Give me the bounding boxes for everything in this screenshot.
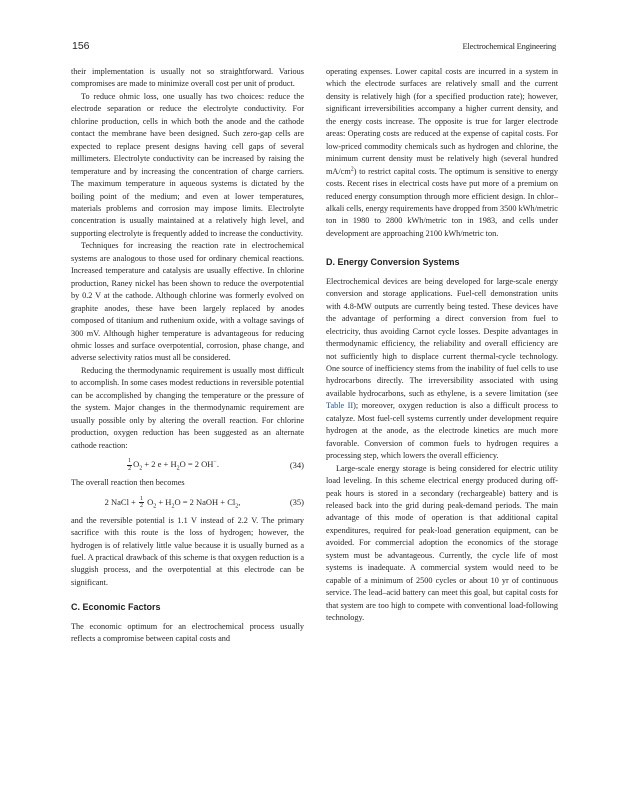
paragraph: Electrochemical devices are being developed for large-scale energy conversion and storage applications. Fuel-cell demonstration units with 4.8-MW outputs are currently being tested. These devices have the advantage of performing a direct conversion from fuel to electricity, thus avoiding Carnot cycle losses. Despite advantages in thermodynamic efficiency, the reliability and overall efficiency are not sufficiently high to displace current thermal-cycle technology. One source of inefficiency stems from the inability of fuel cells to use hydrocarbons directly. The irreversibility associated with using available hydrocarbons, such as ethylene, is a severe limitation (see Table II); moreover, oxygen reduction is also a difficult process to catalyze. Most fuel-cell systems currently under development require hydrogen at the anode, as the electrode kinetics are much more favorable. Conversion of common fuels to hydrogen requires a processing step, which lowers the overall efficiency.: [326, 276, 558, 461]
paragraph: Reducing the thermodynamic requirement is usually most difficult to accomplish. In some cases modest reductions in reversible potential can be accomplished by changing the temperature or the pressure of the system. Major changes in the thermodynamic requirement are usually possible only by altering the overall reaction. For chlorine production, oxygen reduction has been suggested as an alternate cathode reaction:: [71, 365, 304, 450]
right-column: [326, 66, 558, 624]
fraction: $\frac{1}{2}$: [128, 458, 132, 472]
paragraph: their implementation is usually not so straightforward. Various compromises are made to minimize overall cost per unit of product.: [71, 67, 304, 89]
equation-35: [71, 496, 304, 510]
equation-34: [71, 458, 304, 472]
paragraph: Techniques for increasing the reaction rate in electrochemical systems are analogous to those used for ordinary chemical reactions. Increased temperature and catalysis are usually effective. In chlorine production, Raney nickel has been shown to reduce the overpotential by 0.2 V at the cathode. Although chlorine was formerly evolved on graphite anodes, these have been largely replaced by anodes composed of titanium and ruthenium oxide, with a voltage savings of 300 mV. Although higher temperature is advantageous for reducing ohmic losses and surface overpotential, corrosion, phase change, and adverse selectivity ratios must all be considered.: [71, 241, 304, 363]
table-link[interactable]: Table II: [326, 401, 354, 411]
section-heading: D. Energy Conversion Systems: [326, 257, 460, 268]
running-title: Electrochemical Engineering: [462, 41, 556, 51]
paragraph: Large-scale energy storage is being considered for electric utility load leveling. In this scheme electrical energy produced during off-peak hours is stored in a secondary (rechargeable) battery and is released back into the grid during peak-demand periods. The main advantage of this mode of operation is that additional capital expenditures, required for peak-load generation equipment, can be avoided. For commercial adoption the economics of the storage system must be advantageous. Currently, the cycle life of most systems is inadequate. A commercial system would need to be capable of a minimum of 2500 cycles or about 10 yr of continuous service. The lead–acid battery can meet this goal, but capital costs for that system are too high to compete with conventional load-following technology.: [326, 463, 558, 623]
paragraph: To reduce ohmic loss, one usually has two choices: reduce the electrode separation or reduce the electrolyte conductivity. For chlorine production, cells in which both the anode and the cathode contact the membrane have been designed. Such zero-gap cells are expected to replace present designs having cell gaps of several millimeters. Electrolyte conductivity can be increased by raising the temperature and by increasing the concentration of charge carriers. The maximum temperature in aqueous systems is dictated by the boiling point of the medium; and even at lower temperatures, materials problems and corrosion may impose limits. Electrolyte concentration is usually maintained at a relatively high level, and supporting electrolyte is frequently added to increase the conductivity.: [71, 91, 304, 238]
paragraph: The economic optimum for an electrochemical process usually reflects a compromise between capital costs and: [71, 621, 304, 644]
equation-number: (34): [289, 459, 304, 470]
section-heading: C. Economic Factors: [71, 602, 161, 613]
paragraph: and the reversible potential is 1.1 V instead of 2.2 V. The primary sacrifice with this route is the loss of hydrogen; however, the hydrogen is of relatively little value because it is usually burned as a fuel. A practical drawback of this scheme is that oxygen reduction is a sluggish process, and the overpotential at this electrode can be significant.: [71, 515, 304, 587]
equation-body: $\frac{1}{2}$ $O_2 + 2$ $e + H_2O = 2$ OH−.: [128, 458, 219, 472]
paragraph: operating expenses. Lower capital costs are incurred in a system in which the electrode surfaces are relatively small and the current density is relatively high (for a specified production rate); however, significant irreversibilities accompany a higher current density, and the energy costs increase. The opposite is true for larger electrode areas: Operating costs are reduced at the expense of capital costs. For low-priced commodity chemicals such as hydrogen and chlorine, the minimum current density must be relatively high (several hundred $mA/cm^2$) to restrict capital costs. The optimum is sensitive to energy costs. Recent rises in electrical costs have put more of a premium on reduced energy consumption through more efficient design. In chlor–alkali cells, energy requirements have dropped from 3500 kWh/metric ton in 1980 to 2800 kWh/metric ton in 1983, and cells under development are approaching 2100 kWh/metric ton.: [326, 67, 558, 238]
paragraph: The overall reaction then becomes: [71, 478, 185, 488]
page-number: 156: [72, 40, 90, 52]
left-column: [71, 66, 304, 646]
fraction: $\frac{1}{2}$: [139, 495, 143, 510]
equation-number: (35): [289, 497, 304, 508]
equation-body: 2 NaCl + $\frac{1}{2}$ $O_2 + H_2O = 2$ NaOH + $Cl_2$,: [104, 495, 241, 510]
